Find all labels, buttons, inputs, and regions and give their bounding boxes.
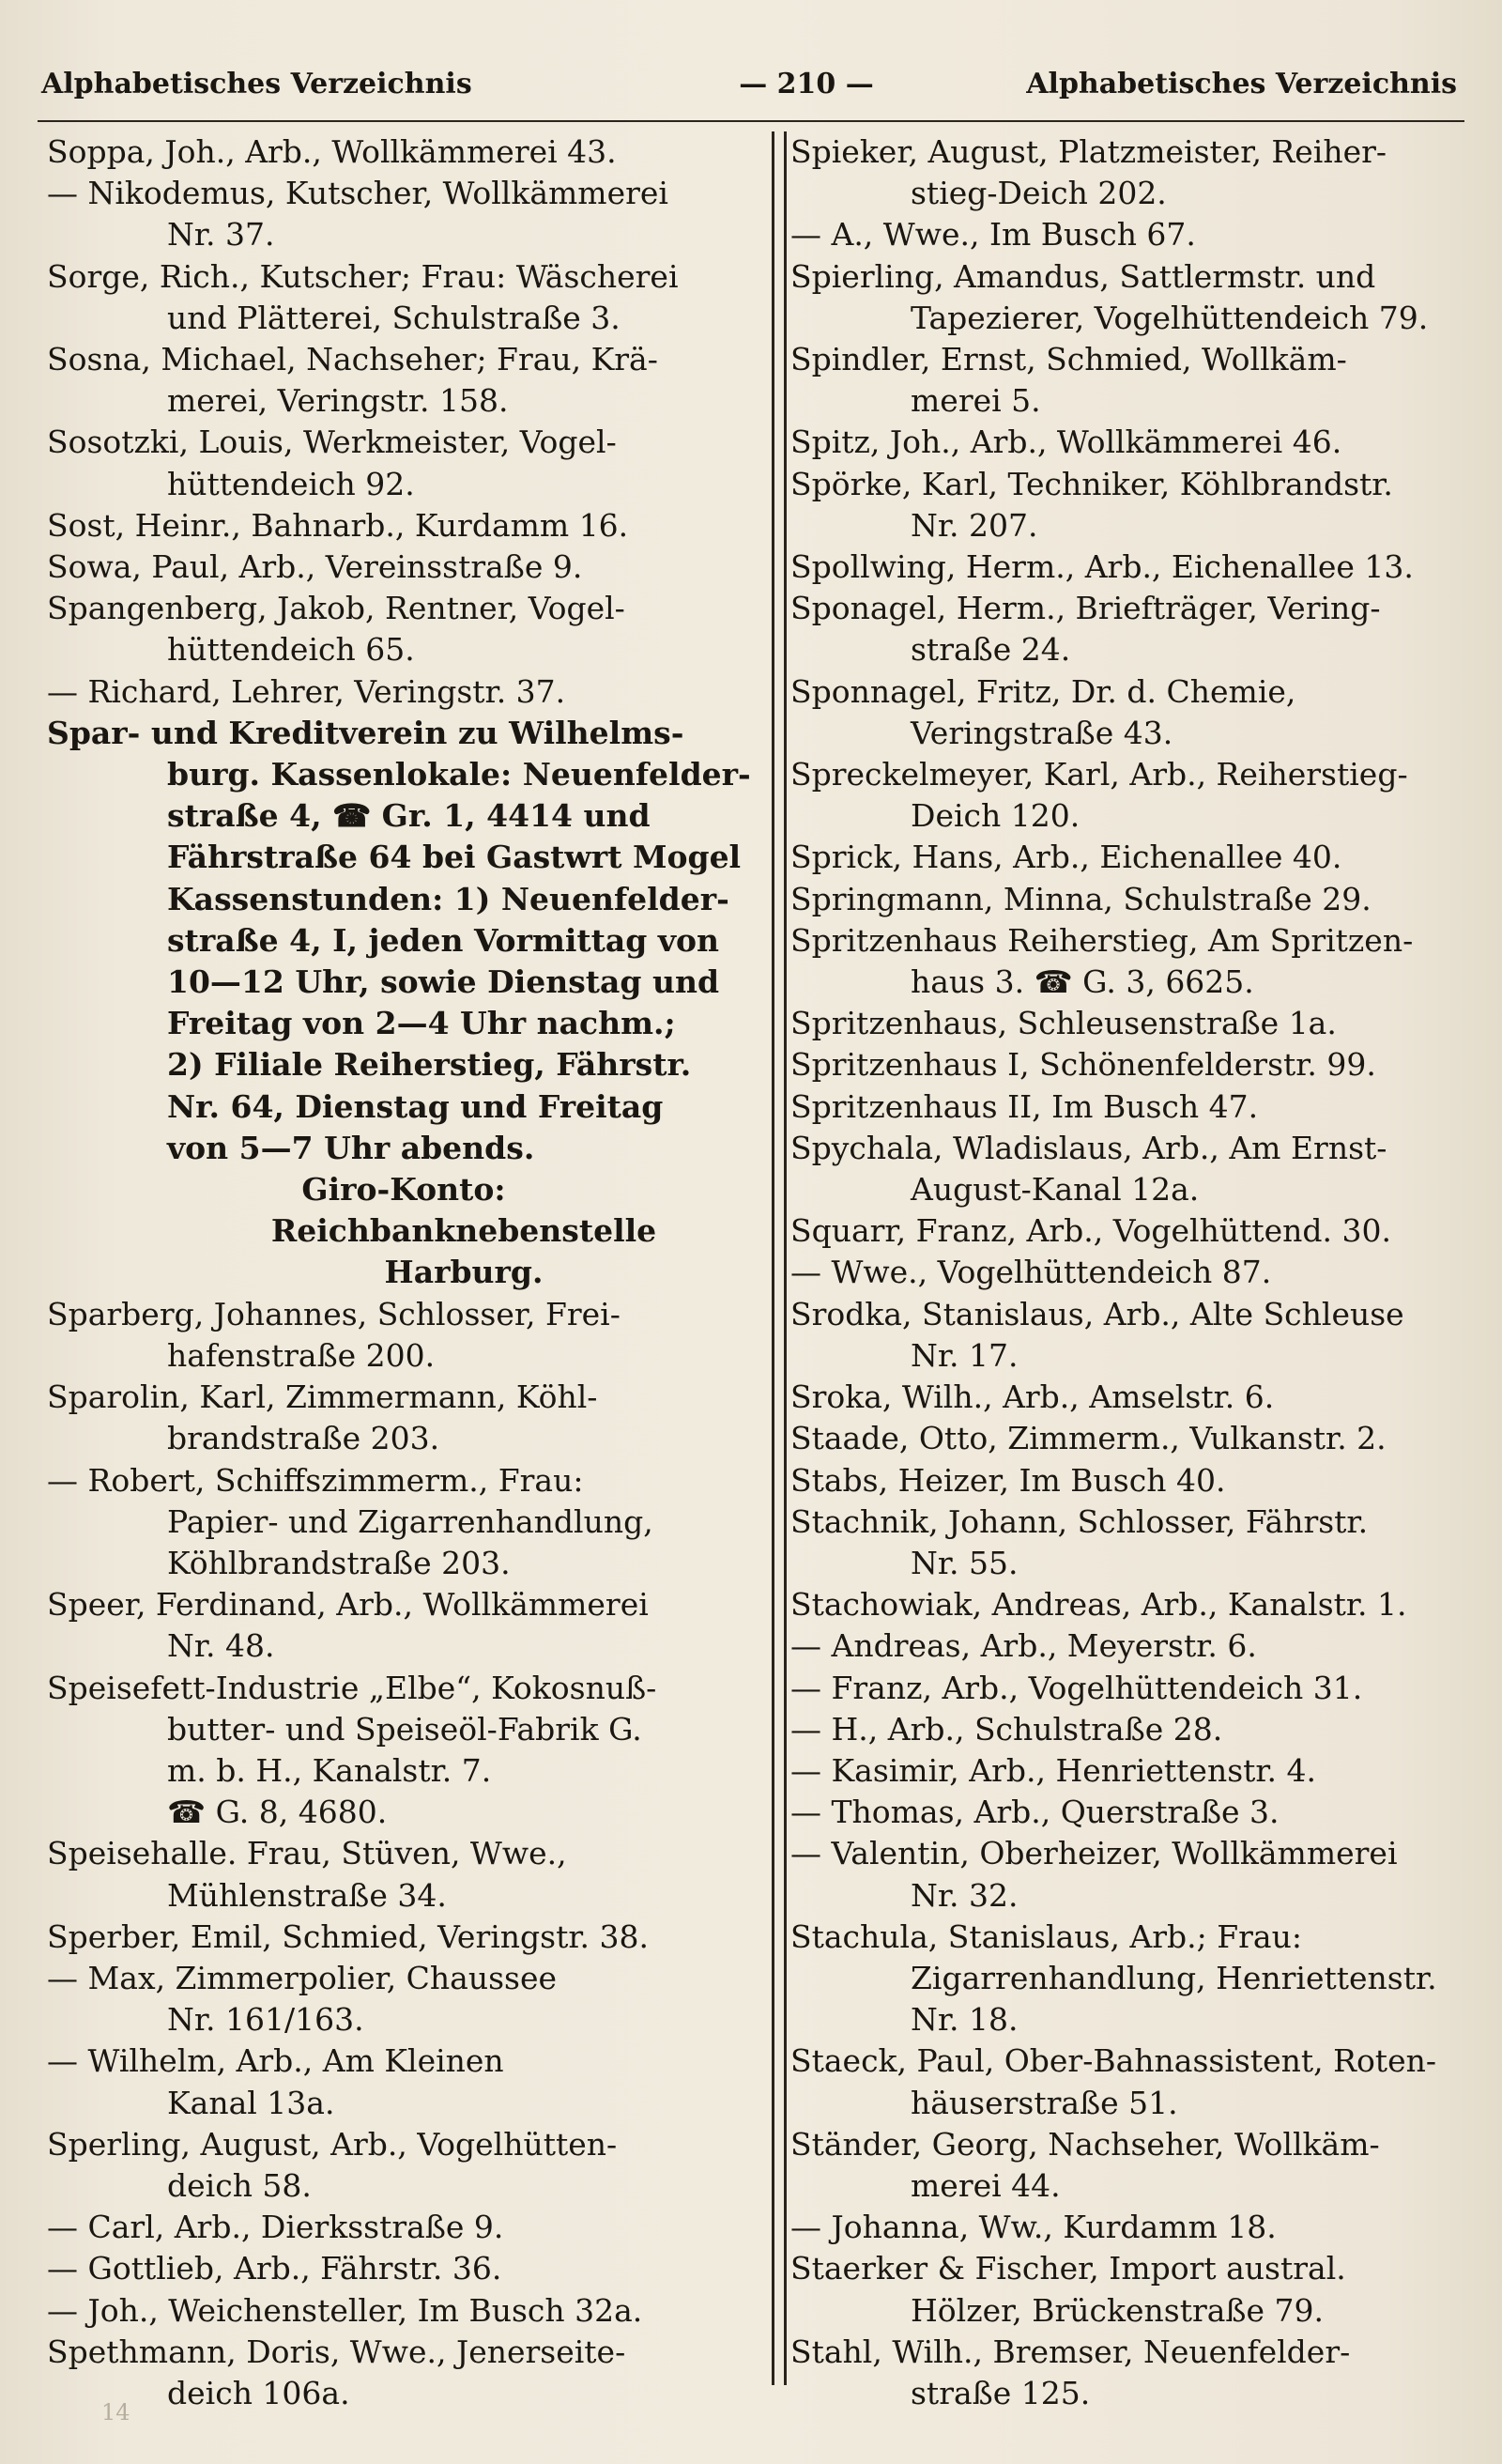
entry-line: straße 24. xyxy=(911,631,1071,669)
directory-entry xyxy=(47,588,760,670)
directory-entry xyxy=(790,1502,1476,1584)
entry-line: Nr. 48. xyxy=(167,1627,275,1665)
directory-entry xyxy=(47,1169,760,1294)
entry-line: hüttendeich 92. xyxy=(167,465,415,502)
entry-line: Giro-Konto: xyxy=(301,1171,506,1209)
directory-entry xyxy=(790,131,1476,214)
directory-entry xyxy=(790,1668,1476,1709)
directory-entry xyxy=(790,464,1476,547)
entry-line: — Richard, Lehrer, Veringstr. 37. xyxy=(47,672,566,710)
directory-entry xyxy=(790,1833,1476,1916)
entry-line: Sponnagel, Fritz, Dr. d. Chemie, xyxy=(790,672,1296,710)
directory-entry xyxy=(790,1086,1476,1128)
directory-entry xyxy=(47,713,760,1169)
entry-line: August-Kanal 12a. xyxy=(911,1171,1200,1209)
directory-entry xyxy=(47,422,760,504)
entry-line: Sparberg, Johannes, Schlosser, Frei- xyxy=(47,1295,621,1332)
entry-line: — A., Wwe., Im Busch 67. xyxy=(790,216,1196,254)
entry-line: merei, Veringstr. 158. xyxy=(167,382,509,420)
entry-line: — Max, Zimmerpolier, Chaussee xyxy=(47,1959,558,1996)
entry-line: Harburg. xyxy=(384,1254,544,1291)
entry-line: Kassenstunden: 1) Neuenfelder- xyxy=(167,880,729,917)
entry-line: straße 4, I, jeden Vormittag von xyxy=(167,921,720,959)
entry-line: Staeck, Paul, Ober-Bahnassistent, Roten- xyxy=(790,2042,1437,2080)
directory-entry xyxy=(790,1750,1476,1792)
entry-line: burg. Kassenlokale: Neuenfelder- xyxy=(167,756,751,793)
directory-entry xyxy=(790,2248,1476,2331)
entry-line: Hölzer, Brückenstraße 79. xyxy=(911,2291,1324,2329)
entry-line: Speisefett-Industrie „Elbe“, Kokosnuß- xyxy=(47,1669,657,1706)
entry-line: Spritzenhaus Reiherstieg, Am Spritzen- xyxy=(790,921,1414,959)
directory-entry xyxy=(790,1792,1476,1833)
entry-line: und Plätterei, Schulstraße 3. xyxy=(167,299,621,336)
entry-line: Spritzenhaus, Schleusenstraße 1a. xyxy=(790,1005,1337,1042)
entry-line: Soppa, Joh., Arb., Wollkämmerei 43. xyxy=(47,133,617,170)
entry-line: Spieker, August, Platzmeister, Reiher- xyxy=(790,133,1387,170)
entry-line: m. b. H., Kanalstr. 7. xyxy=(167,1751,492,1789)
entry-line: Speer, Ferdinand, Arb., Wollkämmerei xyxy=(47,1586,649,1624)
entry-line: Spreckelmeyer, Karl, Arb., Reiherstieg- xyxy=(790,756,1408,793)
entry-line: Fährstraße 64 bei Gastwrt Mogel xyxy=(167,839,742,876)
directory-entry xyxy=(47,1958,760,2040)
entry-line: — Kasimir, Arb., Henriettenstr. 4. xyxy=(790,1751,1317,1789)
directory-entry xyxy=(790,588,1476,670)
entry-line: Spörke, Karl, Techniker, Köhlbrandstr. xyxy=(790,465,1393,502)
directory-entry xyxy=(790,879,1476,920)
directory-entry xyxy=(47,671,760,713)
directory-entry xyxy=(790,2207,1476,2248)
entry-line: Sowa, Paul, Arb., Vereinsstraße 9. xyxy=(47,548,583,586)
entry-line: brandstraße 203. xyxy=(167,1420,440,1457)
column-divider xyxy=(772,131,787,2385)
entry-line: hafenstraße 200. xyxy=(167,1336,436,1374)
header-right-title: Alphabetisches Verzeichnis xyxy=(1026,68,1457,100)
directory-entry xyxy=(790,1003,1476,1044)
entry-line: Sorge, Rich., Kutscher; Frau: Wäscherei xyxy=(47,257,679,295)
entry-line: Nr. 37. xyxy=(167,216,275,254)
entry-line: Spangenberg, Jakob, Rentner, Vogel- xyxy=(47,590,625,627)
entry-line: Sparolin, Karl, Zimmermann, Köhl- xyxy=(47,1378,598,1416)
entry-line: Springmann, Minna, Schulstraße 29. xyxy=(790,880,1372,917)
entry-line: Nr. 17. xyxy=(911,1336,1019,1374)
entry-line: Veringstraße 43. xyxy=(911,714,1173,751)
entry-line: Spritzenhaus I, Schönenfelderstr. 99. xyxy=(790,1046,1376,1084)
entry-line: 2) Filiale Reiherstieg, Fährstr. xyxy=(167,1046,692,1084)
entry-line: Zigarrenhandlung, Henriettenstr. xyxy=(911,1959,1437,1996)
entry-line: — Thomas, Arb., Querstraße 3. xyxy=(790,1794,1280,1831)
entry-line: Nr. 32. xyxy=(911,1876,1019,1914)
directory-entry xyxy=(47,2290,760,2332)
footer-page-mark: 14 xyxy=(101,2399,130,2426)
entry-line: Papier- und Zigarrenhandlung, xyxy=(167,1502,653,1540)
directory-entry xyxy=(790,1294,1476,1377)
entry-line: haus 3. ☎ G. 3, 6625. xyxy=(911,963,1254,1001)
directory-entry xyxy=(790,1917,1476,2041)
entry-line: Spindler, Ernst, Schmied, Wollkäm- xyxy=(790,341,1347,378)
directory-entry xyxy=(47,2040,760,2123)
entry-line: Spierling, Amandus, Sattlermstr. und xyxy=(790,257,1376,295)
entry-line: Mühlenstraße 34. xyxy=(167,1876,447,1914)
directory-entry xyxy=(47,173,760,255)
directory-entry xyxy=(790,2124,1476,2207)
entry-line: — Wilhelm, Arb., Am Kleinen xyxy=(47,2042,504,2080)
entry-line: straße 125. xyxy=(911,2374,1091,2411)
entry-line: hüttendeich 65. xyxy=(167,631,415,669)
directory-entry xyxy=(47,1833,760,1916)
entry-line: — Andreas, Arb., Meyerstr. 6. xyxy=(790,1627,1257,1665)
entry-line: Stabs, Heizer, Im Busch 40. xyxy=(790,1461,1226,1499)
directory-entry xyxy=(790,920,1476,1003)
entry-line: Nr. 18. xyxy=(911,2001,1019,2039)
directory-entry xyxy=(47,256,760,339)
entry-line: — H., Arb., Schulstraße 28. xyxy=(790,1710,1223,1748)
entry-line: Deich 120. xyxy=(911,797,1081,835)
entry-line: Köhlbrandstraße 203. xyxy=(167,1544,511,1581)
entry-line: butter- und Speiseöl-Fabrik G. xyxy=(167,1710,642,1748)
entry-line: Nr. 55. xyxy=(911,1544,1019,1581)
entry-line: deich 106a. xyxy=(167,2374,350,2411)
directory-entry xyxy=(790,1460,1476,1502)
entry-line: Spethmann, Doris, Wwe., Jenerseite- xyxy=(47,2333,626,2370)
entry-line: Spollwing, Herm., Arb., Eichenallee 13. xyxy=(790,548,1414,586)
directory-entry xyxy=(790,422,1476,463)
directory-entry xyxy=(47,2332,760,2414)
entry-line: Speisehalle. Frau, Stüven, Wwe., xyxy=(47,1835,567,1872)
header-left-title: Alphabetisches Verzeichnis xyxy=(41,68,472,100)
directory-entry xyxy=(47,1917,760,1958)
entry-line: Sperling, August, Arb., Vogelhütten- xyxy=(47,2125,618,2163)
entry-line: häuserstraße 51. xyxy=(911,2084,1178,2121)
left-column xyxy=(47,131,760,2414)
entry-line: Sost, Heinr., Bahnarb., Kurdamm 16. xyxy=(47,506,629,544)
entry-line: Sosotzki, Louis, Werkmeister, Vogel- xyxy=(47,424,617,461)
entry-line: — Wwe., Vogelhüttendeich 87. xyxy=(790,1254,1272,1291)
directory-entry xyxy=(790,1044,1476,1086)
entry-line: Nr. 64, Dienstag und Freitag xyxy=(167,1087,664,1125)
entry-line: Nr. 161/163. xyxy=(167,2001,364,2039)
right-column xyxy=(790,131,1476,2414)
entry-line: Stachnik, Johann, Schlosser, Fährstr. xyxy=(790,1502,1369,1540)
entry-line: stieg-Deich 202. xyxy=(911,175,1167,212)
directory-entry xyxy=(47,2248,760,2289)
entry-line: Kanal 13a. xyxy=(167,2084,335,2121)
entry-line: Staade, Otto, Zimmerm., Vulkanstr. 2. xyxy=(790,1420,1387,1457)
directory-entry xyxy=(790,1584,1476,1625)
directory-entry xyxy=(47,131,760,173)
entry-line: Stachula, Stanislaus, Arb.; Frau: xyxy=(790,1917,1302,1955)
directory-entry xyxy=(47,339,760,422)
directory-entry xyxy=(47,1294,760,1377)
page-number: — 210 — xyxy=(739,68,874,100)
entry-line: 10—12 Uhr, sowie Dienstag und xyxy=(167,963,720,1001)
directory-entry xyxy=(790,1625,1476,1667)
header-rule xyxy=(38,120,1464,122)
entry-line: ☎ G. 8, 4680. xyxy=(167,1794,388,1831)
directory-entry xyxy=(47,547,760,588)
entry-line: — Robert, Schiffszimmerm., Frau: xyxy=(47,1461,584,1499)
entry-line: Staerker & Fischer, Import austral. xyxy=(790,2250,1346,2287)
entry-line: — Joh., Weichensteller, Im Busch 32a. xyxy=(47,2291,643,2329)
directory-entry xyxy=(790,754,1476,837)
directory-entry xyxy=(790,1252,1476,1293)
entry-line: Srodka, Stanislaus, Arb., Alte Schleuse xyxy=(790,1295,1404,1332)
entry-line: — Nikodemus, Kutscher, Wollkämmerei xyxy=(47,175,668,212)
entry-line: Sosna, Michael, Nachseher; Frau, Krä- xyxy=(47,341,658,378)
page-header xyxy=(41,58,1457,111)
entry-line: Sponagel, Herm., Briefträger, Vering- xyxy=(790,590,1381,627)
entry-line: Sprick, Hans, Arb., Eichenallee 40. xyxy=(790,839,1342,876)
entry-line: Spritzenhaus II, Im Busch 47. xyxy=(790,1087,1259,1125)
entry-line: Reichbanknebenstelle xyxy=(270,1212,657,1250)
directory-entry xyxy=(47,505,760,547)
entry-line: — Franz, Arb., Vogelhüttendeich 31. xyxy=(790,1669,1363,1706)
entry-line: — Valentin, Oberheizer, Wollkämmerei xyxy=(790,1835,1398,1872)
entry-line: merei 5. xyxy=(911,382,1041,420)
entry-line: straße 4, ☎ Gr. 1, 4414 und xyxy=(167,797,651,835)
directory-entry xyxy=(790,1377,1476,1418)
directory-entry xyxy=(790,1709,1476,1750)
directory-entry xyxy=(47,1377,760,1459)
directory-entry xyxy=(790,2040,1476,2123)
entry-line: Nr. 207. xyxy=(911,506,1038,544)
directory-entry xyxy=(790,547,1476,588)
entry-line: Ständer, Georg, Nachseher, Wollkäm- xyxy=(790,2125,1380,2163)
directory-entry xyxy=(790,2332,1476,2414)
entry-line: von 5—7 Uhr abends. xyxy=(167,1129,535,1166)
entry-line: — Carl, Arb., Dierksstraße 9. xyxy=(47,2209,504,2246)
directory-entry xyxy=(47,1460,760,1585)
entry-line: Sperber, Emil, Schmied, Veringstr. 38. xyxy=(47,1917,649,1955)
directory-entry xyxy=(790,256,1476,339)
entry-line: — Gottlieb, Arb., Fährstr. 36. xyxy=(47,2250,502,2287)
directory-entry xyxy=(790,1128,1476,1210)
directory-entry xyxy=(790,837,1476,878)
entry-line: Sroka, Wilh., Arb., Amselstr. 6. xyxy=(790,1378,1275,1416)
directory-entry xyxy=(47,2124,760,2207)
entry-line: Spitz, Joh., Arb., Wollkämmerei 46. xyxy=(790,424,1342,461)
directory-entry xyxy=(790,671,1476,754)
directory-entry xyxy=(790,1418,1476,1459)
entry-line: Stachowiak, Andreas, Arb., Kanalstr. 1. xyxy=(790,1586,1407,1624)
directory-entry xyxy=(790,1210,1476,1252)
entry-line: Spychala, Wladislaus, Arb., Am Ernst- xyxy=(790,1129,1387,1166)
directory-entry xyxy=(790,339,1476,422)
entry-line: Freitag von 2—4 Uhr nachm.; xyxy=(167,1005,676,1042)
entry-line: Stahl, Wilh., Bremser, Neuenfelder- xyxy=(790,2333,1351,2370)
entry-line: Spar- und Kreditverein zu Wilhelms- xyxy=(47,714,684,751)
directory-entry xyxy=(47,1584,760,1667)
entry-line: merei 44. xyxy=(911,2166,1061,2204)
directory-entry xyxy=(790,214,1476,255)
entry-line: deich 58. xyxy=(167,2166,312,2204)
directory-entry xyxy=(47,1668,760,1834)
entry-line: Squarr, Franz, Arb., Vogelhüttend. 30. xyxy=(790,1212,1392,1250)
entry-line: Tapezierer, Vogelhüttendeich 79. xyxy=(911,299,1429,336)
entry-line: — Johanna, Ww., Kurdamm 18. xyxy=(790,2209,1277,2246)
directory-entry xyxy=(47,2207,760,2248)
